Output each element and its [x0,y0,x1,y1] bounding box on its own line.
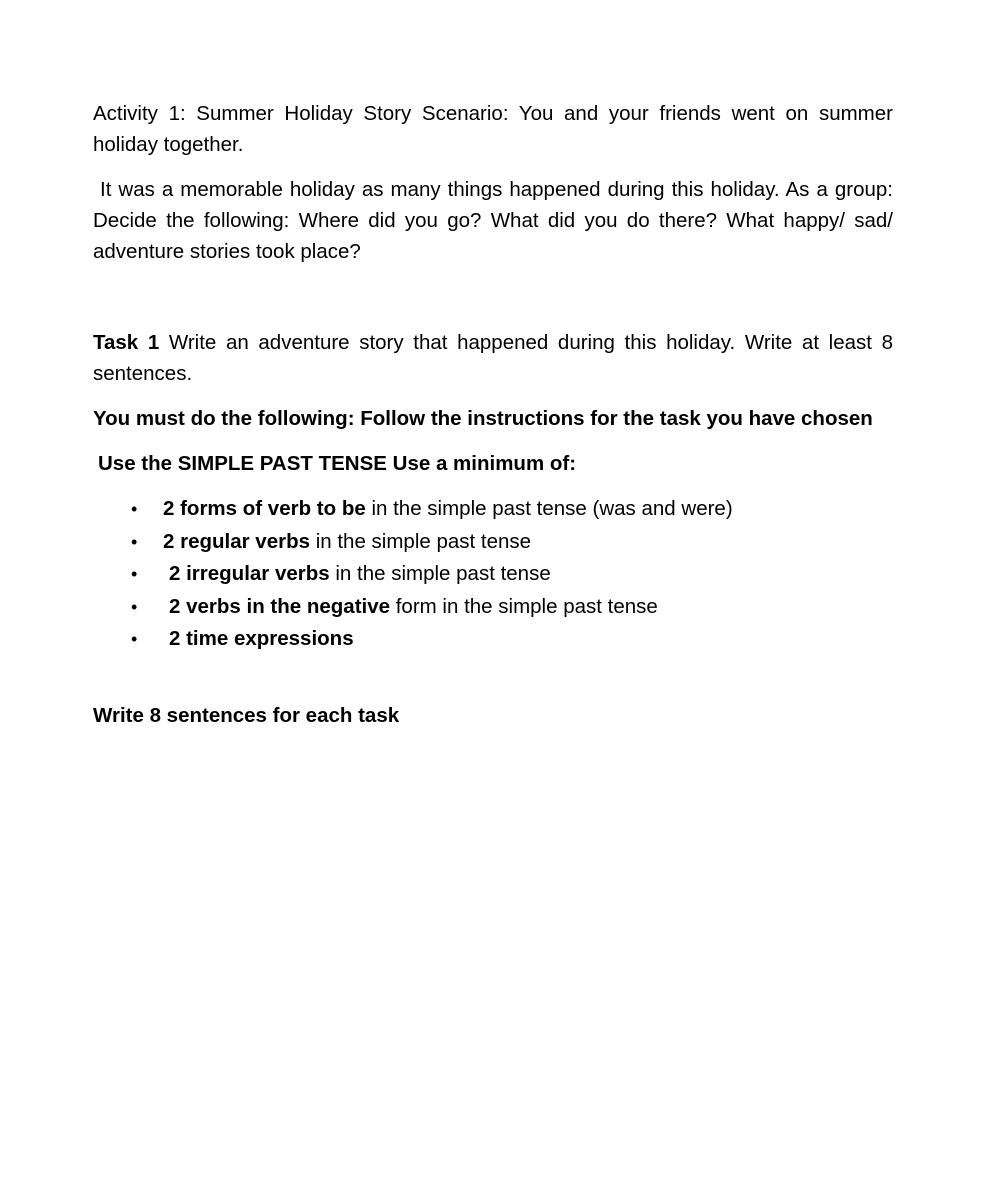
bullet-icon: • [131,499,138,519]
requirement-rest: in the simple past tense [329,562,551,585]
requirement-bold: 2 time expressions [169,627,354,650]
activity-scenario: It was a memorable holiday as many things happened during this holiday. As a group: Decide the following: Where did you go? What did you do there? What happy/ sad/ adventure stories took place? [93,178,899,263]
activity-title: Activity 1: Summer Holiday Story Scenario: You and your friends went on summer holiday together. [93,102,893,156]
list-item [93,623,893,656]
document-page [93,98,899,731]
bullet-icon: • [131,596,138,617]
task-label: Task 1 [93,331,160,354]
list-item [93,493,893,526]
requirement-rest: in the simple past tense (was and were) [365,497,733,520]
requirement-bold: 2 verbs in the negative [169,594,391,618]
task-paragraph [93,327,899,389]
list-item [93,526,893,559]
requirement-bold: 2 regular verbs [163,529,310,553]
bullet-icon: • [131,629,138,649]
list-item [93,591,893,624]
bullet-icon: • [131,564,138,584]
bullet-icon: • [131,531,138,552]
list-item [93,558,893,591]
use-instructions: Use the SIMPLE PAST TENSE Use a minimum of: [98,452,577,475]
closing-instruction: Write 8 sentences for each task [93,703,400,727]
requirements-list [93,493,893,656]
requirement-bold: 2 irregular verbs [169,562,330,585]
must-instructions: You must do the following: Follow the instructions for the task you have chosen [93,407,873,430]
requirement-bold: 2 forms of verb to be [163,497,366,520]
task-text: Write an adventure story that happened during this holiday. Write at least 8 sentences. [93,331,899,385]
requirement-rest: in the simple past tense [310,529,532,553]
requirement-rest: form in the simple past tense [390,594,658,618]
